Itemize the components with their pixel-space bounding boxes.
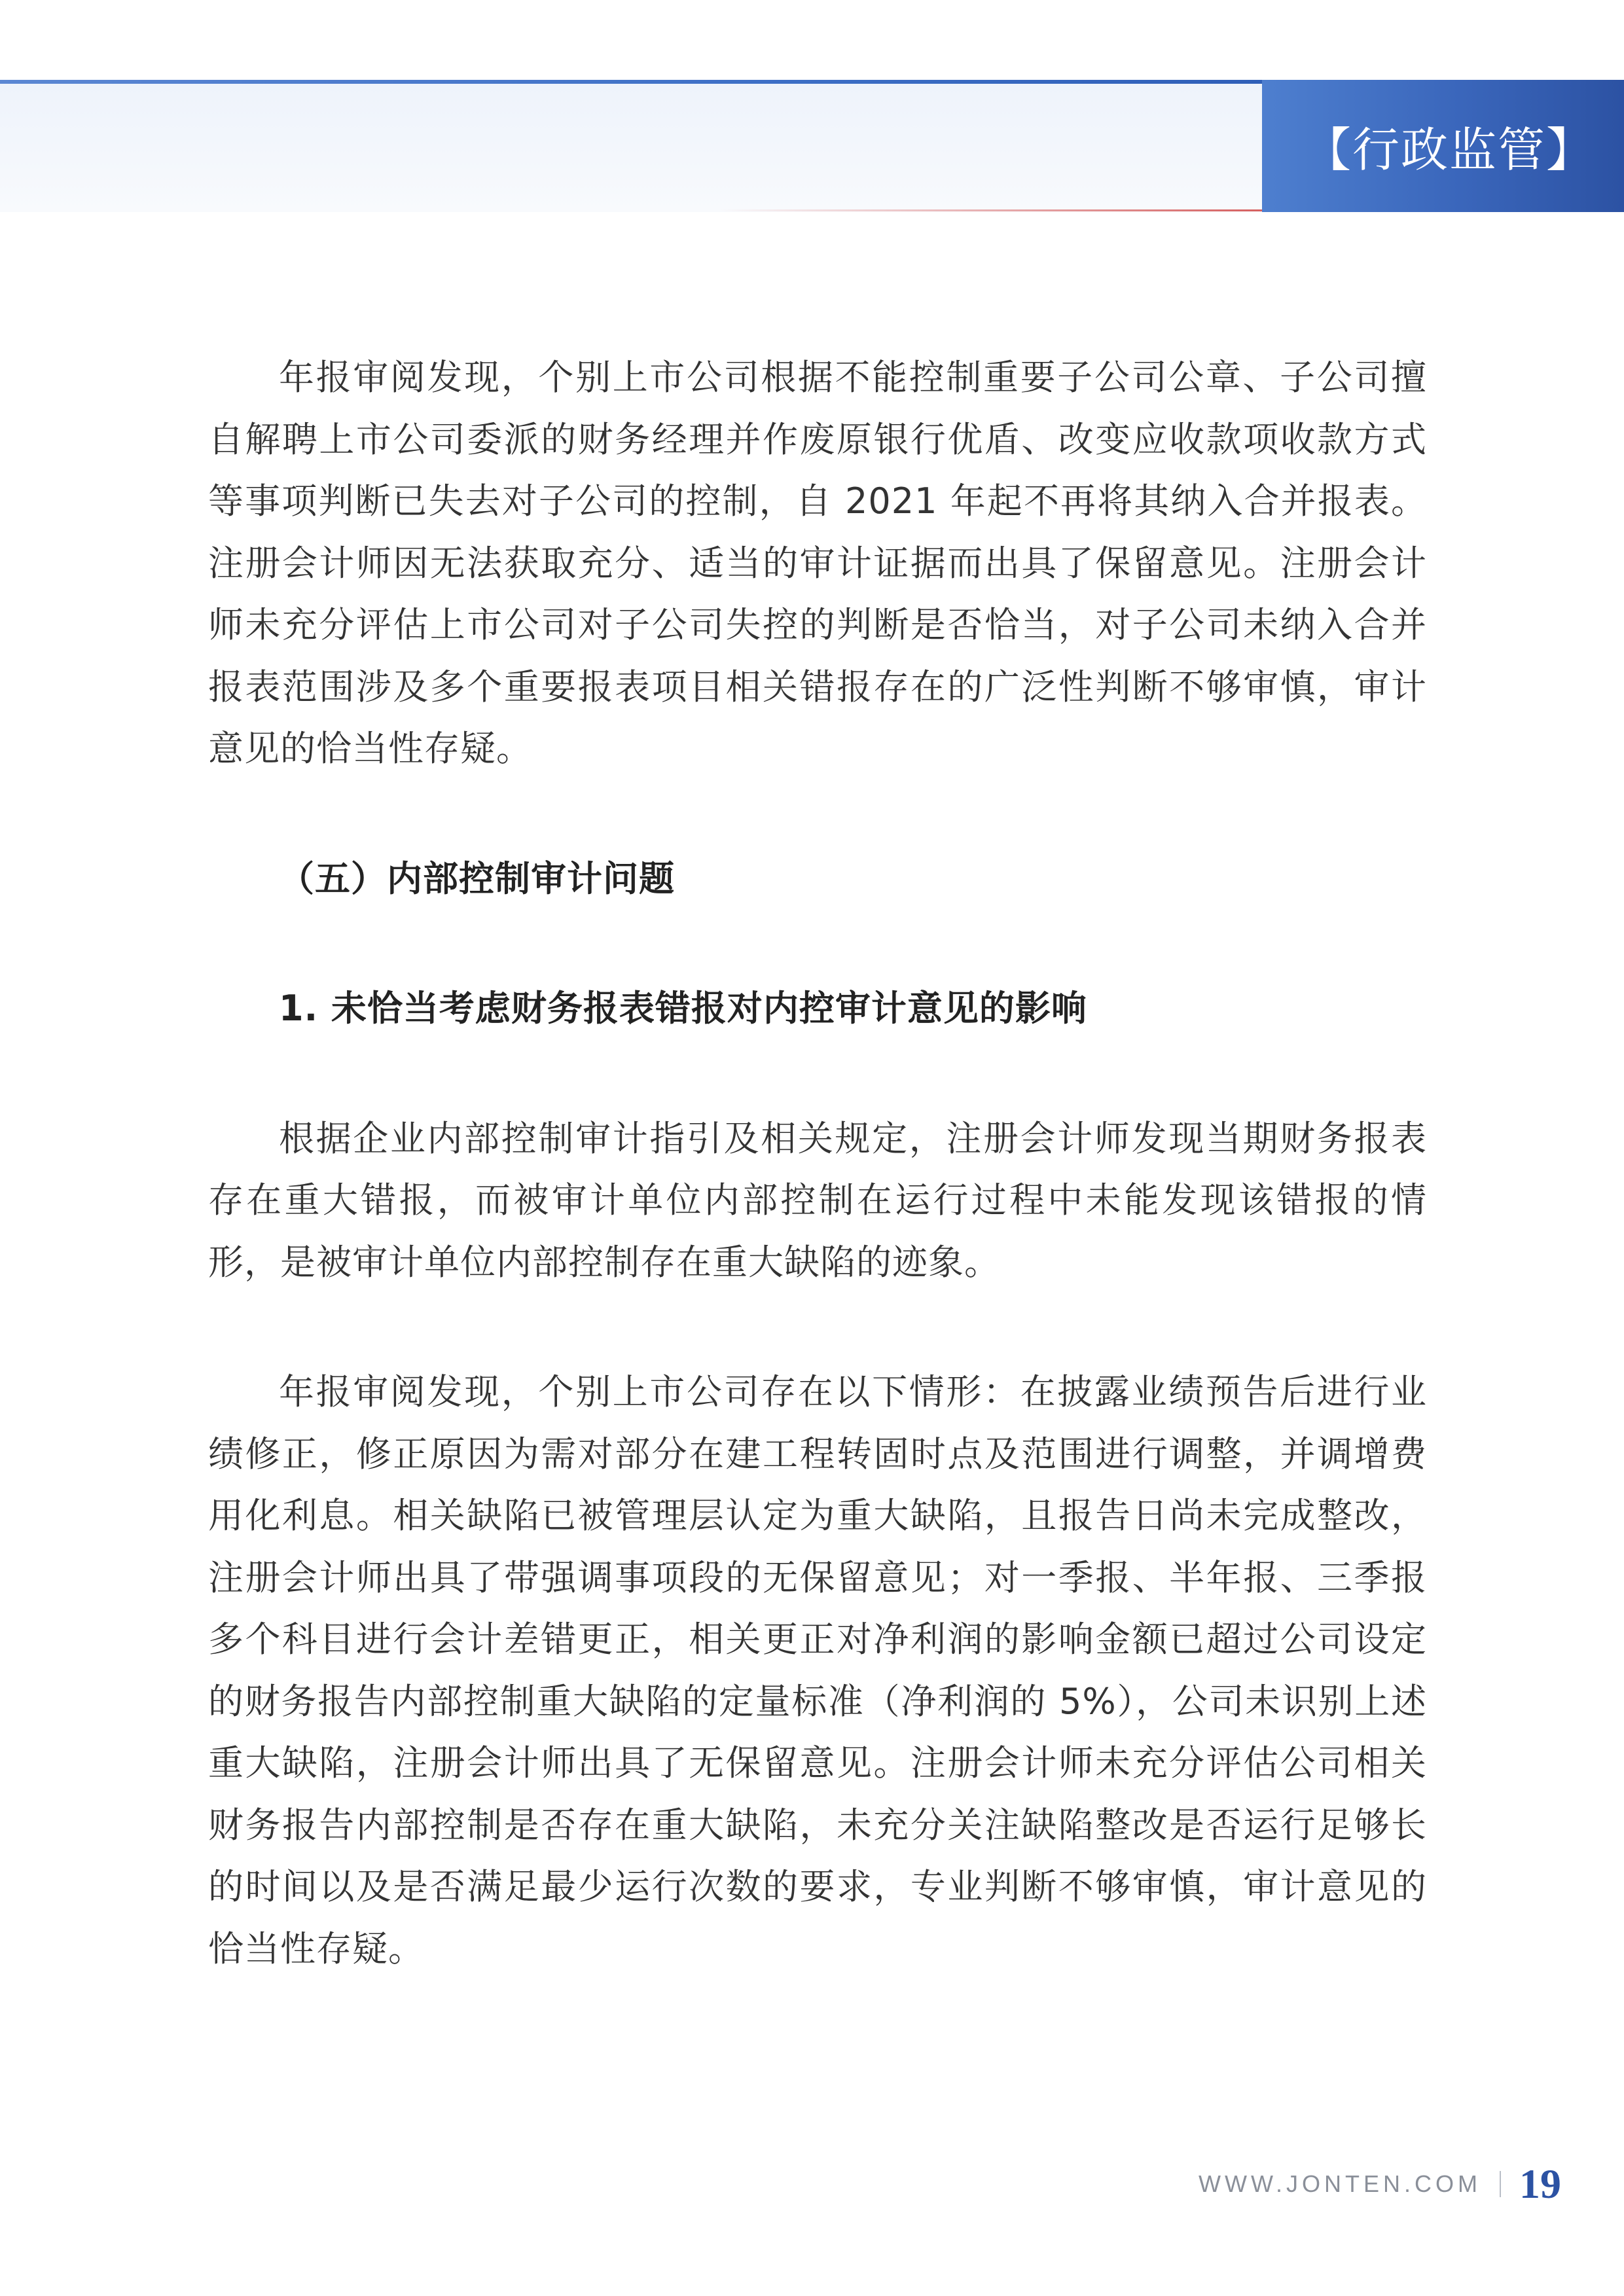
page-footer <box>1199 2160 1561 2208</box>
article-body <box>208 347 1427 1980</box>
paragraph-guideline: 根据企业内部控制审计指引及相关规定，注册会计师发现当期财务报表存在重大错报，而被审计单位内部控制在运行过程中未能发现该错报的情形，是被审计单位内部控制存在重大缺陷的迹象。 <box>208 1117 1427 1283</box>
header-red-rule <box>720 209 1262 211</box>
paragraph-annual-review-subsidiary: 年报审阅发现，个别上市公司根据不能控制重要子公司公章、子公司擅自解聘上市公司委派的财务经理并作废原银行优盾、改变应收款项收款方式等事项判断已失去对子公司的控制，自 2021 年起不再将其纳入合并报表。注册会计师因无法获取充分、适当的审计证据而出具了保留意见。注册会计师未充分评估上市公司对子公司失控的判断是否恰当，对子公司未纳入合并报表范围涉及多个重要报表项目相关错报存在的广泛性判断不够审慎，审计意见的恰当性存疑。 <box>208 357 1427 769</box>
sub-heading: 1. 未恰当考虑财务报表错报对内控审计意见的影响 <box>279 988 1087 1029</box>
header-band <box>0 84 1262 212</box>
section-label: 【行政监管】 <box>1304 122 1595 177</box>
section-tab <box>1262 80 1624 212</box>
section-heading: （五）内部控制审计问题 <box>279 857 675 899</box>
website-url: WWW.JONTEN.COM <box>1199 2170 1481 2197</box>
page-number: 19 <box>1519 2161 1561 2207</box>
footer-divider <box>1500 2171 1501 2197</box>
paragraph-annual-review-internal-control: 年报审阅发现，个别上市公司存在以下情形：在披露业绩预告后进行业绩修正，修正原因为需对部分在建工程转固时点及范围进行调整，并调增费用化利息。相关缺陷已被管理层认定为重大缺陷，且报告日尚未完成整改，注册会计师出具了带强调事项段的无保留意见；对一季报、半年报、三季报多个科目进行会计差错更正，相关更正对净利润的影响金额已超过公司设定的财务报告内部控制重大缺陷的定量标准（净利润的 5%），公司未识别上述重大缺陷，注册会计师出具了无保留意见。注册会计师未充分评估公司相关财务报告内部控制是否存在重大缺陷，未充分关注缺陷整改是否运行足够长的时间以及是否满足最少运行次数的要求，专业判断不够审慎，审计意见的恰当性存疑。 <box>208 1371 1427 1969</box>
